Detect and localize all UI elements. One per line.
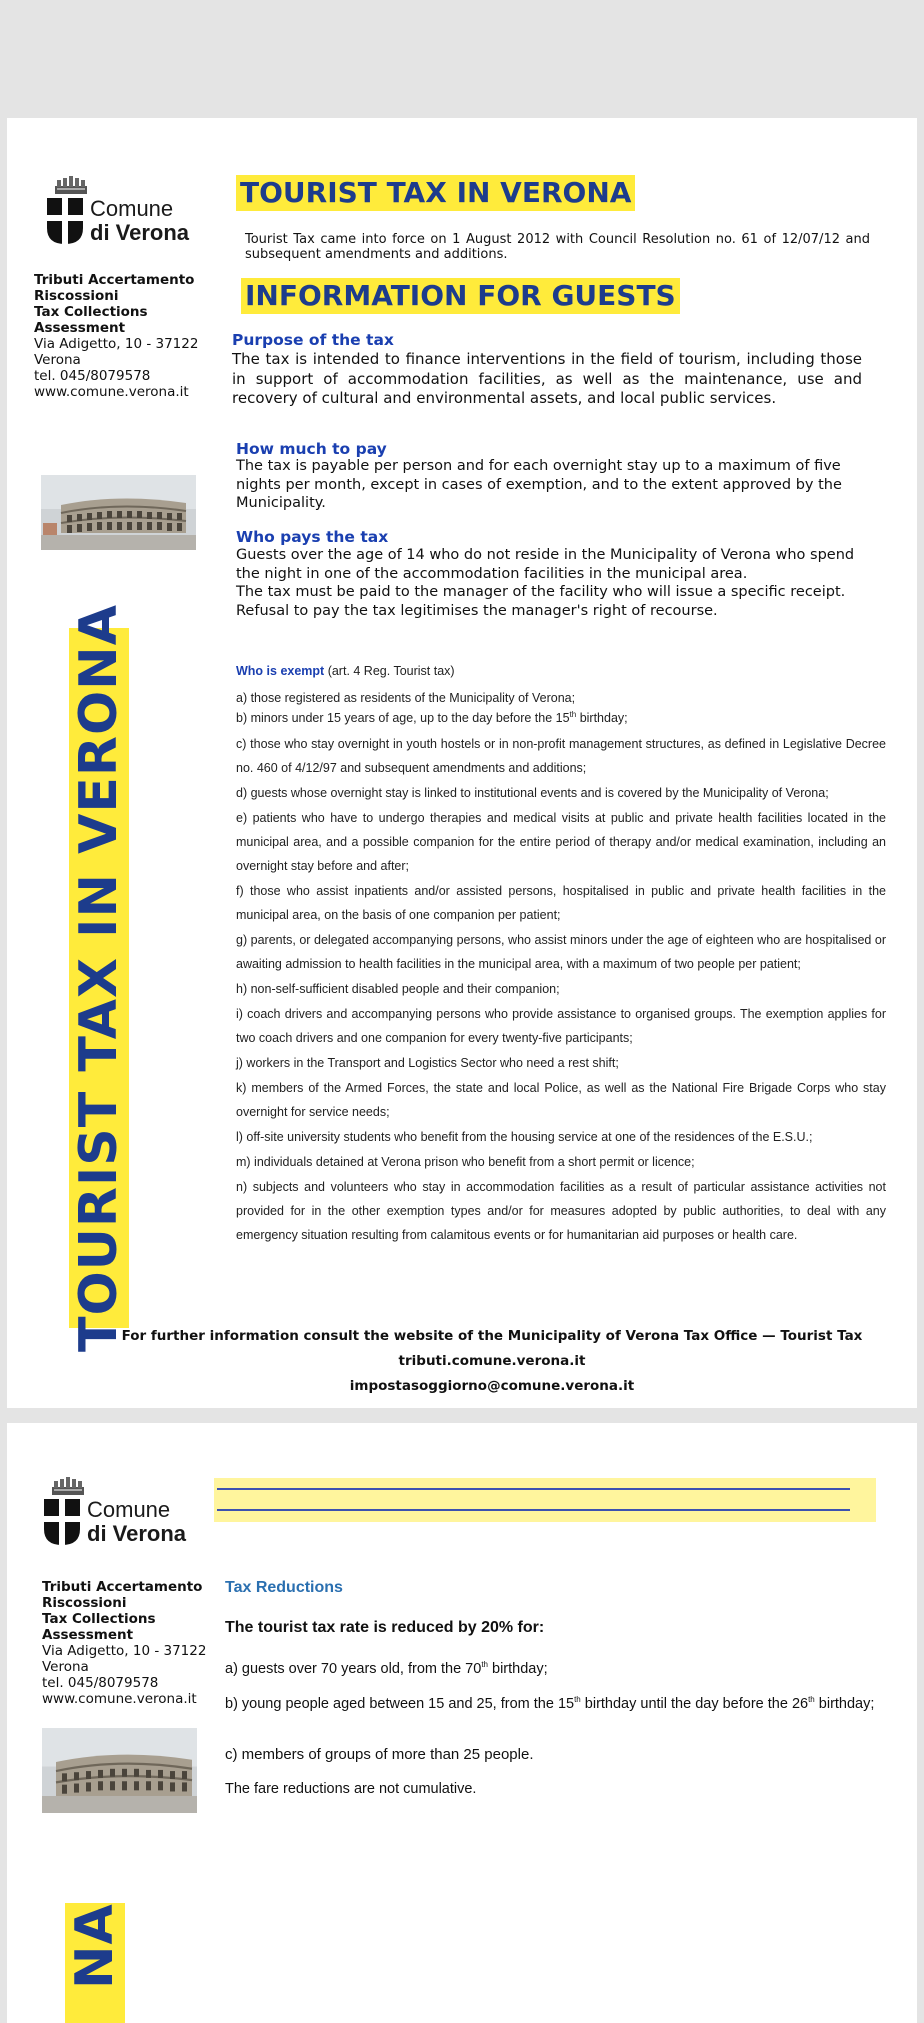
office-line: Assessment	[42, 1627, 134, 1643]
office-phone: tel. 045/8079578	[42, 1675, 159, 1691]
howmuch-text: The tax is payable per person and for each overnight stay up to a maximum of five nights per month, except in cases of exemption, and to the extent approved by the Municipality.	[236, 458, 842, 511]
office-address: Via Adigetto, 10 - 37122	[34, 336, 199, 352]
reduction-a-tail: birthday;	[487, 1660, 548, 1677]
list-item: i) coach drivers and accompanying persons who provide assistance to organised groups. The exemption applies for two coach drivers and one companion for every twenty-five participants;	[236, 1007, 886, 1046]
list-item: f) those who assist inpatients and/or assisted persons, hospitalised in public and private health facilities in the municipal area, on the basis of one companion per patient;	[236, 884, 886, 923]
exempt-b-text: b) minors under 15 years of age, up to the day before the 15	[236, 711, 570, 726]
list-item: l) off-site university students who benefit from the housing service at one of the residences of the E.S.U.;	[236, 1130, 813, 1145]
whopays-paragraph: The tax must be paid to the manager of the facility who will issue a specific receipt.	[236, 584, 846, 600]
list-item: a) those registered as residents of the Municipality of Verona;	[236, 691, 576, 705]
reductions-note: The fare reductions are not cumulative.	[225, 1781, 477, 1797]
vertical-title-band: NA	[65, 1903, 125, 2023]
footer-website-link[interactable]: tributi.comune.verona.it	[398, 1353, 586, 1369]
document-page-1	[7, 118, 917, 1408]
reduction-b-mid: birthday until the day before the 26	[580, 1695, 809, 1712]
ordinal-suffix: th	[808, 1695, 815, 1704]
exempt-b-tail: birthday;	[576, 711, 628, 726]
comune-logo	[44, 1477, 224, 1549]
office-address-block	[42, 1579, 222, 1707]
list-item: e) patients who have to undergo therapies and medical visits at public and private health facilities located in the municipal area, and a possible companion for the entire period of therapy and/or medical examination, including an overnight stay before and after;	[236, 811, 886, 874]
exempt-heading-label: Who is exempt	[236, 664, 325, 678]
comune-logo	[47, 176, 227, 248]
vertical-title-band: TOURIST TAX IN VERONA	[69, 604, 129, 1352]
office-line: Tax Collections	[34, 304, 148, 320]
crown-icon	[50, 1477, 86, 1497]
office-line: Riscossioni	[34, 288, 119, 304]
title-rule	[217, 1488, 850, 1490]
list-item: c) members of groups of more than 25 people.	[225, 1746, 534, 1763]
office-website: www.comune.verona.it	[42, 1691, 197, 1707]
whopays-paragraph: Refusal to pay the tax legitimises the manager's right of recourse.	[236, 602, 718, 619]
ordinal-suffix: th	[574, 1695, 581, 1704]
purpose-heading: Purpose of the tax	[232, 331, 394, 349]
whopays-text	[236, 546, 856, 620]
list-item: m) individuals detained at Verona prison who benefit from a short permit or licence;	[236, 1155, 695, 1170]
office-line: Tax Collections	[42, 1611, 156, 1627]
office-website: www.comune.verona.it	[34, 384, 189, 400]
office-line: Riscossioni	[42, 1595, 127, 1611]
intro-text: Tourist Tax came into force on 1 August 2012 with Council Resolution no. 61 of 12/07/12 and subsequent amendments and additions.	[245, 232, 870, 262]
office-address-block	[34, 272, 214, 400]
title-rule	[217, 1509, 850, 1511]
footer-info: For further information consult the website of the Municipality of Verona Tax Office — Tourist Tax	[121, 1328, 863, 1344]
office-line: Assessment	[34, 320, 126, 336]
ordinal-suffix: th	[481, 1660, 488, 1669]
list-item	[225, 1691, 885, 1713]
office-city: Verona	[42, 1659, 89, 1675]
office-line: Tributi Accertamento	[42, 1579, 203, 1595]
logo-text-comune: Comune	[90, 196, 174, 221]
document-page-2	[7, 1423, 917, 2023]
crown-icon	[53, 176, 89, 196]
title-band	[214, 1478, 876, 1522]
reductions-lead: The tourist tax rate is reduced by 20% for:	[225, 1619, 545, 1636]
reduction-a-text: a) guests over 70 years old, from the 70	[225, 1660, 482, 1677]
logo-text-di-verona: di Verona	[90, 220, 190, 245]
purpose-text: The tax is intended to finance interventions in the field of tourism, including those in support of accommodation facilities, as well as the maintenance, use and recovery of cultural and environmental assets, and local public services.	[232, 350, 862, 407]
shield-icon	[44, 1499, 80, 1545]
page-title: TOURIST TAX IN VERONA	[236, 175, 635, 211]
reduction-b-tail: birthday;	[814, 1695, 875, 1712]
list-item: n) subjects and volunteers who stay in accommodation facilities as a result of particular assistance activities not provided for in the other exemption types and/or for measures adopted by public authorities, to deal with any emergency situation resulting from calamitous events or for humanitarian aid purposes or health care.	[236, 1180, 886, 1243]
whopays-heading: Who pays the tax	[236, 528, 389, 546]
howmuch-heading: How much to pay	[236, 440, 387, 458]
arena-photo	[42, 1728, 197, 1813]
exempt-heading	[236, 664, 455, 678]
ordinal-suffix: th	[569, 710, 577, 719]
list-item: j) workers in the Transport and Logistics Sector who need a rest shift;	[236, 1056, 619, 1071]
footer-email-link[interactable]: impostasoggiorno@comune.verona.it	[349, 1378, 635, 1394]
list-item	[236, 707, 886, 726]
list-item: d) guests whose overnight stay is linked to institutional events and is covered by the Municipality of Verona;	[236, 786, 829, 801]
list-item	[225, 1656, 875, 1678]
exempt-list	[236, 690, 886, 1248]
list-item: k) members of the Armed Forces, the state and local Police, as well as the National Fire Brigade Corps who stay overnight for service needs;	[236, 1081, 886, 1120]
logo-text-comune: Comune	[87, 1497, 171, 1522]
list-item: h) non-self-sufficient disabled people and their companion;	[236, 982, 560, 997]
logo-text-di-verona: di Verona	[87, 1521, 187, 1546]
office-address: Via Adigetto, 10 - 37122	[42, 1643, 207, 1659]
exempt-heading-ref: (art. 4 Reg. Tourist tax)	[324, 664, 455, 678]
shield-icon	[47, 198, 83, 244]
office-line: Tributi Accertamento	[34, 272, 195, 288]
reduction-b-text: b) young people aged between 15 and 25, from the 15	[225, 1695, 575, 1712]
list-item: g) parents, or delegated accompanying persons, who assist minors under the age of eighteen who are hospitalised or awaiting admission to health facilities in the municipal area, with a maximum of two people per patient;	[236, 933, 886, 972]
office-city: Verona	[34, 352, 81, 368]
whopays-paragraph: Guests over the age of 14 who do not reside in the Municipality of Verona who spend the night in one of the accommodation facilities in the municipal area.	[236, 547, 855, 582]
page-subtitle: INFORMATION FOR GUESTS	[241, 278, 680, 314]
reductions-heading: Tax Reductions	[225, 1579, 343, 1596]
office-phone: tel. 045/8079578	[34, 368, 151, 384]
arena-photo	[41, 475, 196, 550]
list-item: c) those who stay overnight in youth hostels or in non-profit management structures, as defined in Legislative Decree no. 460 of 4/12/97 and subsequent amendments and additions;	[236, 737, 886, 776]
